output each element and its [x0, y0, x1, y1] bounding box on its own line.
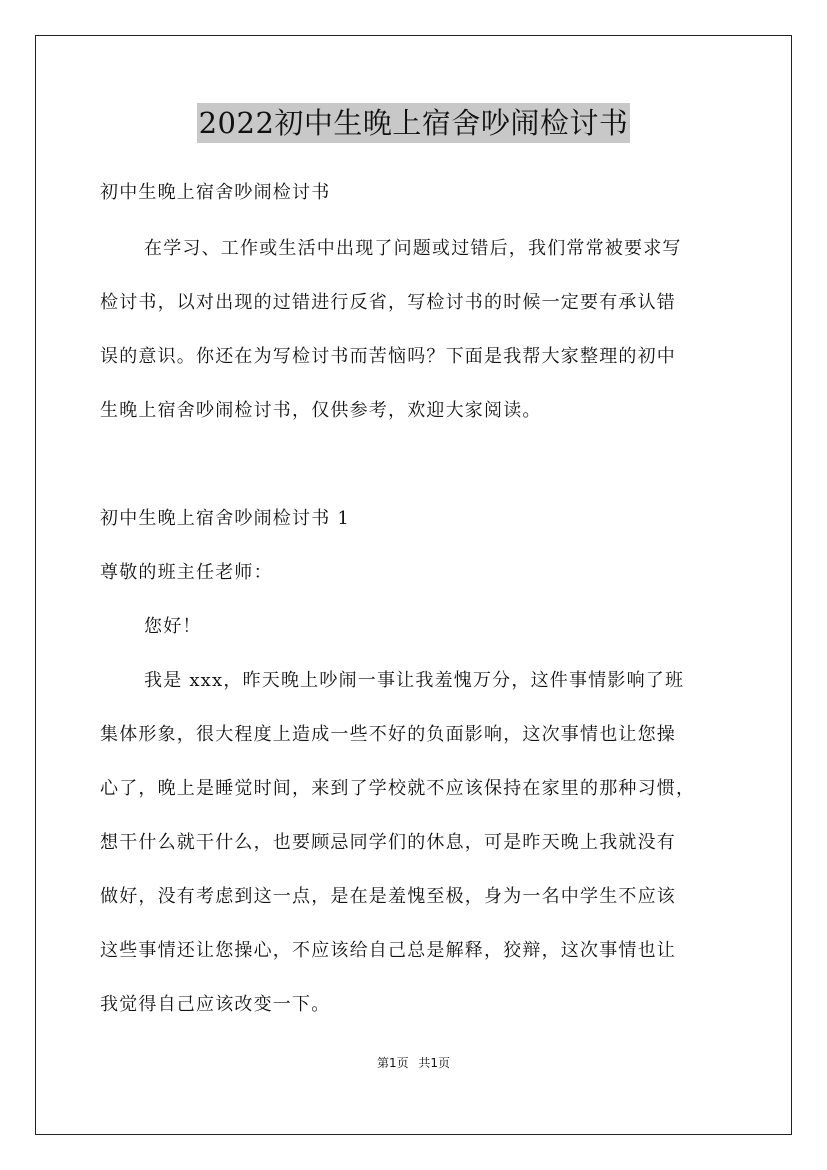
document-subtitle: 初中生晚上宿舍吵闹检讨书 — [100, 182, 331, 203]
intro-line: 生晚上宿舍吵闹检讨书，仅供参考，欢迎大家阅读。 — [100, 400, 542, 421]
intro-line: 在学习、工作或生活中出现了问题或过错后，我们常常被要求写 — [144, 238, 682, 259]
greeting: 您好！ — [144, 616, 202, 637]
intro-line: 误的意识。你还在为写检讨书而苦恼吗？下面是我帮大家整理的初中 — [100, 346, 676, 367]
body-line: 集体形象，很大程度上造成一些不好的负面影响，这次事情也让您操 — [100, 724, 676, 745]
section-heading: 初中生晚上宿舍吵闹检讨书 1 — [100, 508, 350, 529]
page-total: 共1页 — [418, 1056, 451, 1070]
body-line: 想干什么就干什么，也要顾忌同学们的休息，可是昨天晚上我就没有 — [100, 832, 676, 853]
body-line: 我是 xxx，昨天晚上吵闹一事让我羞愧万分，这件事情影响了班 — [144, 670, 685, 691]
intro-line: 检讨书，以对出现的过错进行反省，写检讨书的时候一定要有承认错 — [100, 292, 676, 313]
document-title: 2022初中生晚上宿舍吵闹检讨书 — [197, 103, 631, 143]
title-container — [0, 103, 827, 143]
salutation: 尊敬的班主任老师： — [100, 562, 273, 583]
body-line: 心了，晚上是睡觉时间，来到了学校就不应该保持在家里的那种习惯， — [100, 778, 696, 799]
page-current: 第1页 — [376, 1056, 409, 1070]
body-line: 我觉得自己应该改变一下。 — [100, 994, 331, 1015]
body-line: 这些事情还让您操心，不应该给自己总是解释，狡辩，这次事情也让 — [100, 940, 676, 961]
page-footer — [0, 1055, 827, 1071]
body-line: 做好，没有考虑到这一点，是在是羞愧至极，身为一名中学生不应该 — [100, 886, 676, 907]
